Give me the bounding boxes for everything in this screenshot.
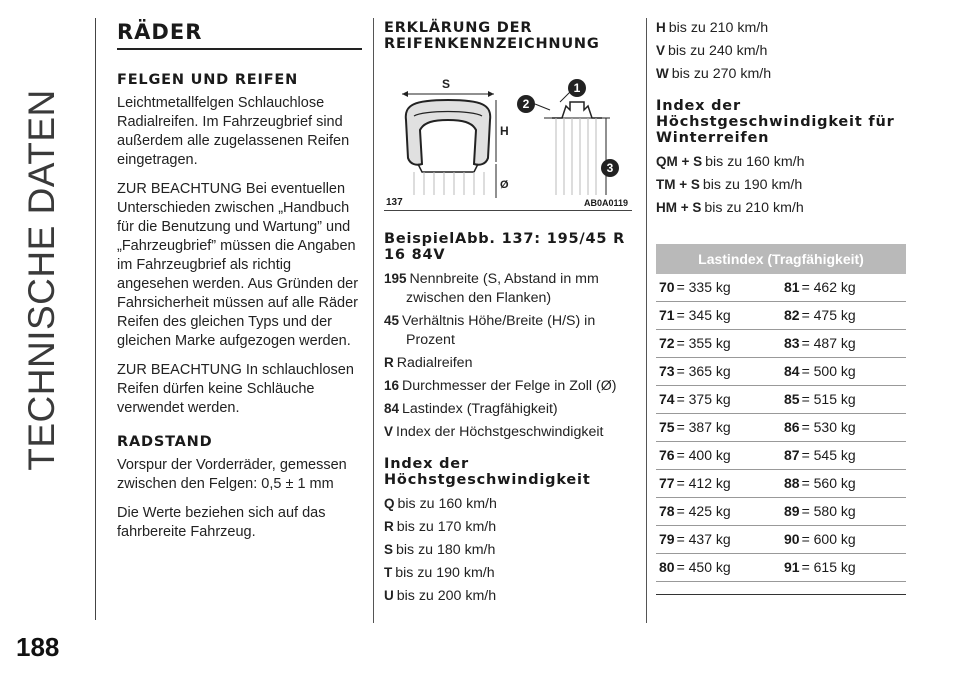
winter-speed-item-key: QM + S (656, 154, 703, 169)
speed-item (384, 563, 632, 583)
speed-item (384, 540, 632, 560)
load-index: 87 (784, 447, 800, 463)
load-value: = 560 kg (801, 475, 856, 491)
marking-item-key: 84 (384, 401, 400, 416)
speed-item-value: bis zu 190 km/h (395, 565, 495, 581)
speed-item-value: bis zu 210 km/h (668, 20, 769, 36)
marking-item-value: Index der Höchstgeschwindigkeit (396, 424, 604, 440)
column-3 (656, 18, 906, 595)
table-cell (781, 358, 906, 385)
table-row (656, 526, 906, 554)
table-row (656, 554, 906, 582)
table-cell (781, 498, 906, 525)
load-index: 80 (659, 559, 675, 575)
column-1 (117, 20, 362, 552)
winter-speed-item (656, 198, 906, 218)
load-value: = 515 kg (801, 391, 856, 407)
table-cell (656, 386, 781, 413)
table-cell (656, 554, 781, 581)
load-value: = 412 kg (676, 475, 731, 491)
load-index: 81 (784, 279, 800, 295)
speed-item (384, 494, 632, 514)
label-h: H (500, 124, 509, 138)
load-value: = 375 kg (676, 391, 731, 407)
load-index: 76 (659, 447, 675, 463)
heading-speed-index: Index der Höchstgeschwindigkeit (384, 456, 591, 488)
side-title: TECHNISCHE DATEN (21, 89, 62, 471)
speed-item (656, 41, 906, 61)
marking-list (384, 269, 632, 442)
load-value: = 475 kg (801, 307, 856, 323)
speed-item-key: V (656, 43, 666, 58)
callout-2: 2 (522, 97, 530, 111)
table-row (656, 470, 906, 498)
speed-item-key: U (384, 588, 394, 603)
load-index: 88 (784, 475, 800, 491)
load-index: 75 (659, 419, 675, 435)
load-index: 77 (659, 475, 675, 491)
table-row (656, 302, 906, 330)
heading-erklaerung: ERKLÄRUNG DER REIFENKENNZEICHNUNG (384, 20, 600, 52)
speed-item-key: Q (384, 496, 395, 511)
load-value: = 600 kg (801, 531, 856, 547)
load-value: = 345 kg (676, 307, 731, 323)
speed-item-value: bis zu 270 km/h (671, 66, 772, 82)
load-value: = 450 kg (676, 559, 731, 575)
speed-item-key: H (656, 20, 666, 35)
marking-item-value: Nennbreite (S, Abstand in mm zwischen den Flanken) (406, 271, 599, 306)
speed-item-key: W (656, 66, 669, 81)
heading-felgen: FELGEN UND REIFEN (117, 72, 299, 88)
load-value: = 437 kg (676, 531, 731, 547)
marking-item (384, 422, 632, 442)
marking-item (384, 353, 632, 373)
marking-item-value: Lastindex (Tragfähigkeit) (402, 401, 558, 417)
speed-item-key: S (384, 542, 394, 557)
speed-item-value: bis zu 160 km/h (397, 496, 497, 512)
figure-code: AB0A0119 (583, 198, 628, 208)
winter-speed-item (656, 175, 906, 195)
table-cell (656, 498, 781, 525)
heading-winter: Index der Höchstgeschwindigkeit für Winterreifen (656, 98, 895, 146)
load-value: = 462 kg (801, 279, 856, 295)
label-s: S (442, 77, 451, 91)
table-cell (781, 526, 906, 553)
table-cell (781, 302, 906, 329)
load-table-header: Lastindex (Tragfähigkeit) (656, 244, 906, 274)
callout-1: 1 (573, 81, 581, 95)
load-index: 71 (659, 307, 675, 323)
load-value: = 425 kg (676, 503, 731, 519)
table-cell (781, 386, 906, 413)
winter-speed-item-key: HM + S (656, 200, 702, 215)
speed-item-value: bis zu 240 km/h (668, 43, 768, 59)
table-row (656, 386, 906, 414)
table-row (656, 414, 906, 442)
speed-item-value: bis zu 180 km/h (396, 542, 496, 558)
marking-item-key: 16 (384, 378, 400, 393)
tire-diagram (384, 60, 632, 210)
load-index: 72 (659, 335, 675, 351)
table-cell (656, 302, 781, 329)
load-index: 90 (784, 531, 800, 547)
speed-item (384, 517, 632, 537)
callout-3: 3 (606, 161, 614, 175)
table-cell (656, 274, 781, 301)
column-divider (373, 18, 374, 623)
marking-item-key: 45 (384, 313, 400, 328)
paragraph: Leichtmetallfelgen Schlauchlose Radialreifen. Im Fahrzeugbrief sind außerdem alle zugelassenen Reifen eingetragen. (117, 95, 350, 168)
load-value: = 335 kg (676, 279, 731, 295)
load-index: 91 (784, 559, 800, 575)
table-cell (781, 274, 906, 301)
table-cell (656, 330, 781, 357)
load-value: = 487 kg (801, 335, 856, 351)
paragraph: ZUR BEACHTUNG Bei eventuellen Unterschieden zwischen „Handbuch für die Benutzung und Wartung” und „Fahrzeugbrief” müssen die Angaben im Fahrzeugbrief als richtig angesehen werden. Aus Gründen der Fahrsicherheit müssen auf alle Räder Reifen des gleichen Typs und der gleichen Marke aufgezogen werden. (117, 181, 359, 349)
winter-speed-item-value: bis zu 190 km/h (702, 177, 803, 193)
marking-item (384, 311, 632, 350)
load-index: 73 (659, 363, 675, 379)
winter-speed-list (656, 152, 906, 218)
paragraph: ZUR BEACHTUNG In schlauchlosen Reifen dürfen keine Schläuche verwendet werden. (117, 362, 354, 416)
speed-item (656, 64, 906, 84)
table-row (656, 274, 906, 302)
load-value: = 500 kg (801, 363, 856, 379)
winter-speed-item-value: bis zu 210 km/h (704, 200, 804, 216)
table-row (656, 442, 906, 470)
table-cell (656, 358, 781, 385)
speed-list (384, 494, 632, 606)
column-divider (646, 18, 647, 623)
marking-item (384, 269, 632, 308)
load-index: 79 (659, 531, 675, 547)
marking-item (384, 376, 632, 396)
load-value: = 615 kg (801, 559, 856, 575)
table-row (656, 330, 906, 358)
paragraph: Vorspur der Vorderräder, gemessen zwischen den Felgen: 0,5 ± 1 mm (117, 457, 347, 492)
winter-speed-item (656, 152, 906, 172)
tire-figure (384, 60, 632, 211)
speed-item-key: R (384, 519, 394, 534)
load-index: 89 (784, 503, 800, 519)
marking-item (384, 399, 632, 419)
heading-beispiel: BeispielAbb. 137: 195/45 R 16 84V (384, 231, 626, 263)
load-index: 83 (784, 335, 800, 351)
load-index: 74 (659, 391, 675, 407)
speed-item-value: bis zu 200 km/h (396, 588, 497, 604)
load-value: = 545 kg (801, 447, 856, 463)
load-value: = 365 kg (676, 363, 731, 379)
paragraph: Die Werte beziehen sich auf das fahrbereite Fahrzeug. (117, 505, 326, 540)
marking-item-key: V (384, 424, 394, 439)
load-index: 82 (784, 307, 800, 323)
marking-item-value: Durchmesser der Felge in Zoll (Ø) (402, 378, 617, 394)
table-row (656, 358, 906, 386)
table-cell (656, 470, 781, 497)
table-cell (781, 470, 906, 497)
heading-radstand: RADSTAND (117, 434, 213, 450)
table-cell (781, 330, 906, 357)
load-value: = 355 kg (676, 335, 731, 351)
speed-item-value: bis zu 170 km/h (396, 519, 497, 535)
table-row (656, 498, 906, 526)
load-index: 86 (784, 419, 800, 435)
marking-item-value: Radialreifen (396, 355, 473, 371)
table-cell (781, 442, 906, 469)
winter-speed-item-key: TM + S (656, 177, 700, 192)
side-rule (95, 18, 96, 620)
load-index: 70 (659, 279, 675, 295)
table-cell (781, 414, 906, 441)
column-2 (384, 20, 632, 609)
load-value: = 530 kg (801, 419, 856, 435)
load-table (656, 274, 906, 582)
table-cell (781, 554, 906, 581)
speed-item (656, 18, 906, 38)
speed-item (384, 586, 632, 606)
page-number: 188 (16, 632, 60, 662)
figure-caption: 137 (386, 197, 403, 208)
load-value: = 400 kg (676, 447, 731, 463)
marking-item-value: Verhältnis Höhe/Breite (H/S) in Prozent (402, 313, 596, 348)
table-end-rule (656, 582, 906, 595)
speed-list-continued (656, 18, 906, 84)
load-index: 78 (659, 503, 675, 519)
section-title: RÄDER (117, 20, 362, 50)
table-cell (656, 414, 781, 441)
speed-item-key: T (384, 565, 393, 580)
load-value: = 387 kg (676, 419, 731, 435)
load-value: = 580 kg (801, 503, 856, 519)
marking-item-key: R (384, 355, 394, 370)
label-diameter: Ø (500, 179, 509, 191)
load-index: 84 (784, 363, 800, 379)
winter-speed-item-value: bis zu 160 km/h (705, 154, 805, 170)
load-index: 85 (784, 391, 800, 407)
marking-item-key: 195 (384, 271, 407, 286)
table-cell (656, 442, 781, 469)
table-cell (656, 526, 781, 553)
